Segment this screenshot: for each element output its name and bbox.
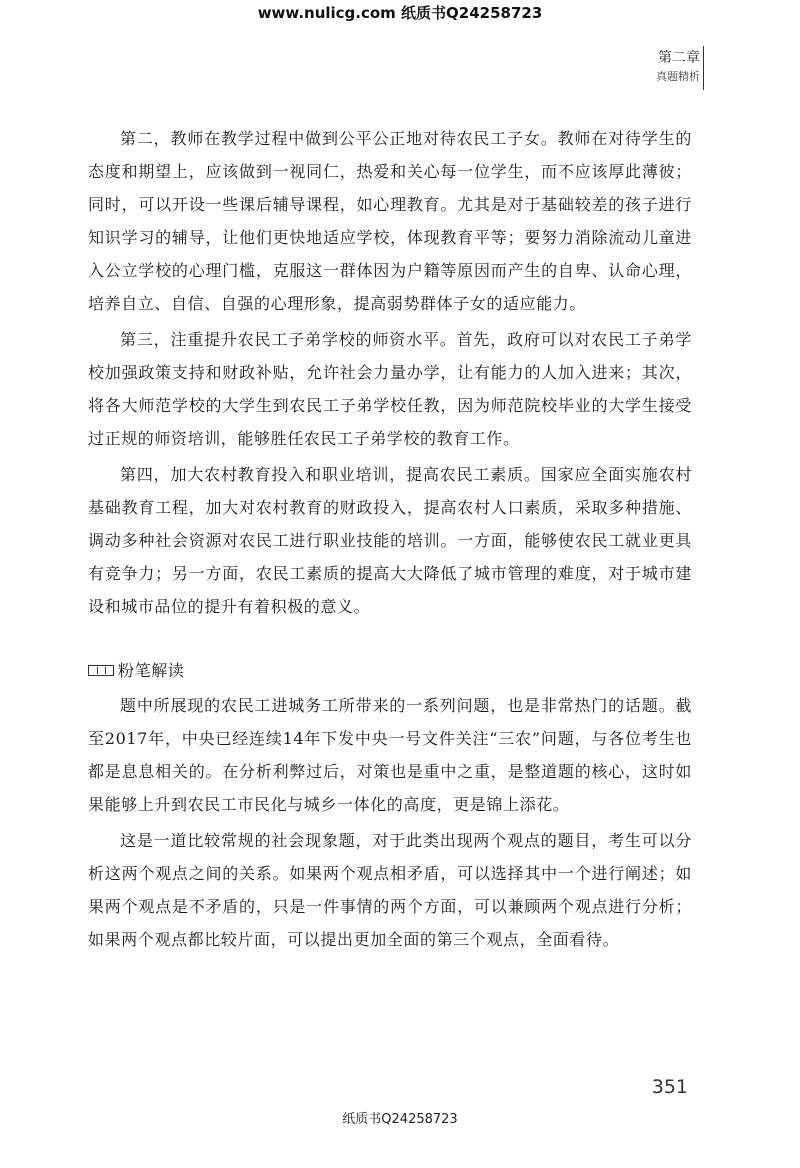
body-paragraph: 第三，注重提升农民工子弟学校的师资水平。首先，政府可以对农民工子弟学校加强政策支持和财政补贴，允许社会力量办学，让有能力的人加入进来；其次，将各大师范学校的大学生到农民工子弟学校任教，因为师范院校毕业的大学生接受过正规的师资培训，能够胜任农民工子弟学校的教育工作。: [88, 330, 692, 448]
section-marker-icon: [88, 665, 114, 676]
chapter-subtitle: 真题精析: [656, 70, 700, 83]
page-body: [88, 122, 692, 959]
chapter-title: 第二章: [658, 50, 700, 66]
chapter-header: [656, 48, 700, 86]
page-number: 351: [651, 1076, 688, 1098]
section-paragraph: 这是一道比较常规的社会现象题，对于此类出现两个观点的题目，考生可以分析这两个观点之间的关系。如果两个观点相矛盾，可以选择其中一个进行阐述；如果两个观点是不矛盾的，只是一件事情的两个方面，可以兼顾两个观点进行分析；如果两个观点都比较片面，可以提出更加全面的第三个观点，全面看待。: [88, 831, 692, 949]
section-heading: [88, 653, 692, 687]
chapter-divider: [703, 46, 704, 90]
section-title: 粉笔解读: [118, 660, 185, 680]
bottom-watermark: 纸质书Q24258723: [342, 1112, 458, 1127]
body-paragraph: 第四，加大农村教育投入和职业培训，提高农民工素质。国家应全面实施农村基础教育工程，加大对农村教育的财政投入，提高农村人口素质，采取多种措施、调动多种社会资源对农民工进行职业技能的培训。一方面，能够使农民工就业更具有竞争力；另一方面，农民工素质的提高大大降低了城市管理的难度，对于城市建设和城市品位的提升有着积极的意义。: [88, 465, 692, 616]
top-watermark: www.nulicg.com 纸质书Q24258723: [257, 4, 543, 22]
section-paragraph: 题中所展现的农民工进城务工所带来的一系列问题，也是非常热门的话题。截至2017年，中央已经连续14年下发中央一号文件关注“三农”问题，与各位考生也都是息息相关的。在分析利弊过后，对策也是重中之重，是整道题的核心，这时如果能够上升到农民工市民化与城乡一体化的高度，更是锦上添花。: [88, 696, 692, 814]
body-paragraph: 第二，教师在教学过程中做到公平公正地对待农民工子女。教师在对待学生的态度和期望上，应该做到一视同仁，热爱和关心每一位学生，而不应该厚此薄彼；同时，可以开设一些课后辅导课程，如心理教育。尤其是对于基础较差的孩子进行知识学习的辅导，让他们更快地适应学校，体现教育平等；要努力消除流动儿童进入公立学校的心理门槛，克服这一群体因为户籍等原因而产生的自卑、认命心理，培养自立、自信、自强的心理形象，提高弱势群体子女的适应能力。: [88, 129, 692, 313]
